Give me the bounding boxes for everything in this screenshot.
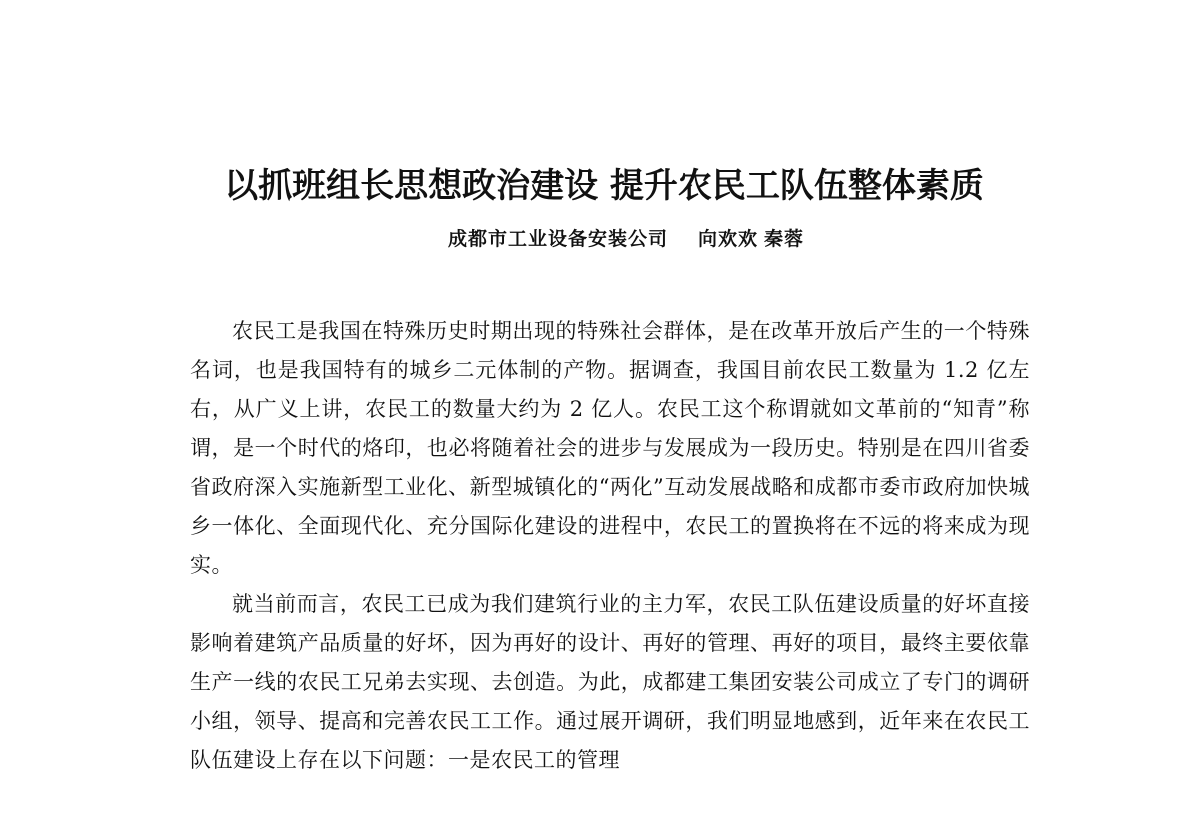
author-name: 秦蓉 [764, 228, 805, 250]
document-body [190, 312, 1030, 780]
body-paragraph: 农民工是我国在特殊历史时期出现的特殊社会群体，是在改革开放后产生的一个特殊名词，也是我国特有的城乡二元体制的产物。据调查，我国目前农民工数量为 1.2 亿左右，从广义上讲，农民工的数量大约为 2 亿人。农民工这个称谓就如文革前的“知青”称谓，是一个时代的烙印，也必将随着社会的进步与发展成为一段历史。特别是在四川省委省政府深入实施新型工业化、新型城镇化的“两化”互动发展战略和成都市委市政府加快城乡一体化、全面现代化、充分国际化建设的进程中，农民工的置换将在不远的将来成为现实。 [190, 319, 1030, 577]
byline [448, 224, 804, 254]
author-name: 向欢欢 [698, 228, 759, 250]
author-organization: 成都市工业设备安装公司 [448, 228, 669, 250]
body-paragraph: 就当前而言，农民工已成为我们建筑行业的主力军，农民工队伍建设质量的好坏直接影响着建筑产品质量的好坏，因为再好的设计、再好的管理、再好的项目，最终主要依靠生产一线的农民工兄弟去实现、去创造。为此，成都建工集团安装公司成立了专门的调研小组，领导、提高和完善农民工工作。通过展开调研，我们明显地感到，近年来在农民工队伍建设上存在以下问题：一是农民工的管理 [190, 592, 1030, 772]
document-title: 以抓班组长思想政治建设 提升农民工队伍整体素质 [224, 166, 984, 206]
